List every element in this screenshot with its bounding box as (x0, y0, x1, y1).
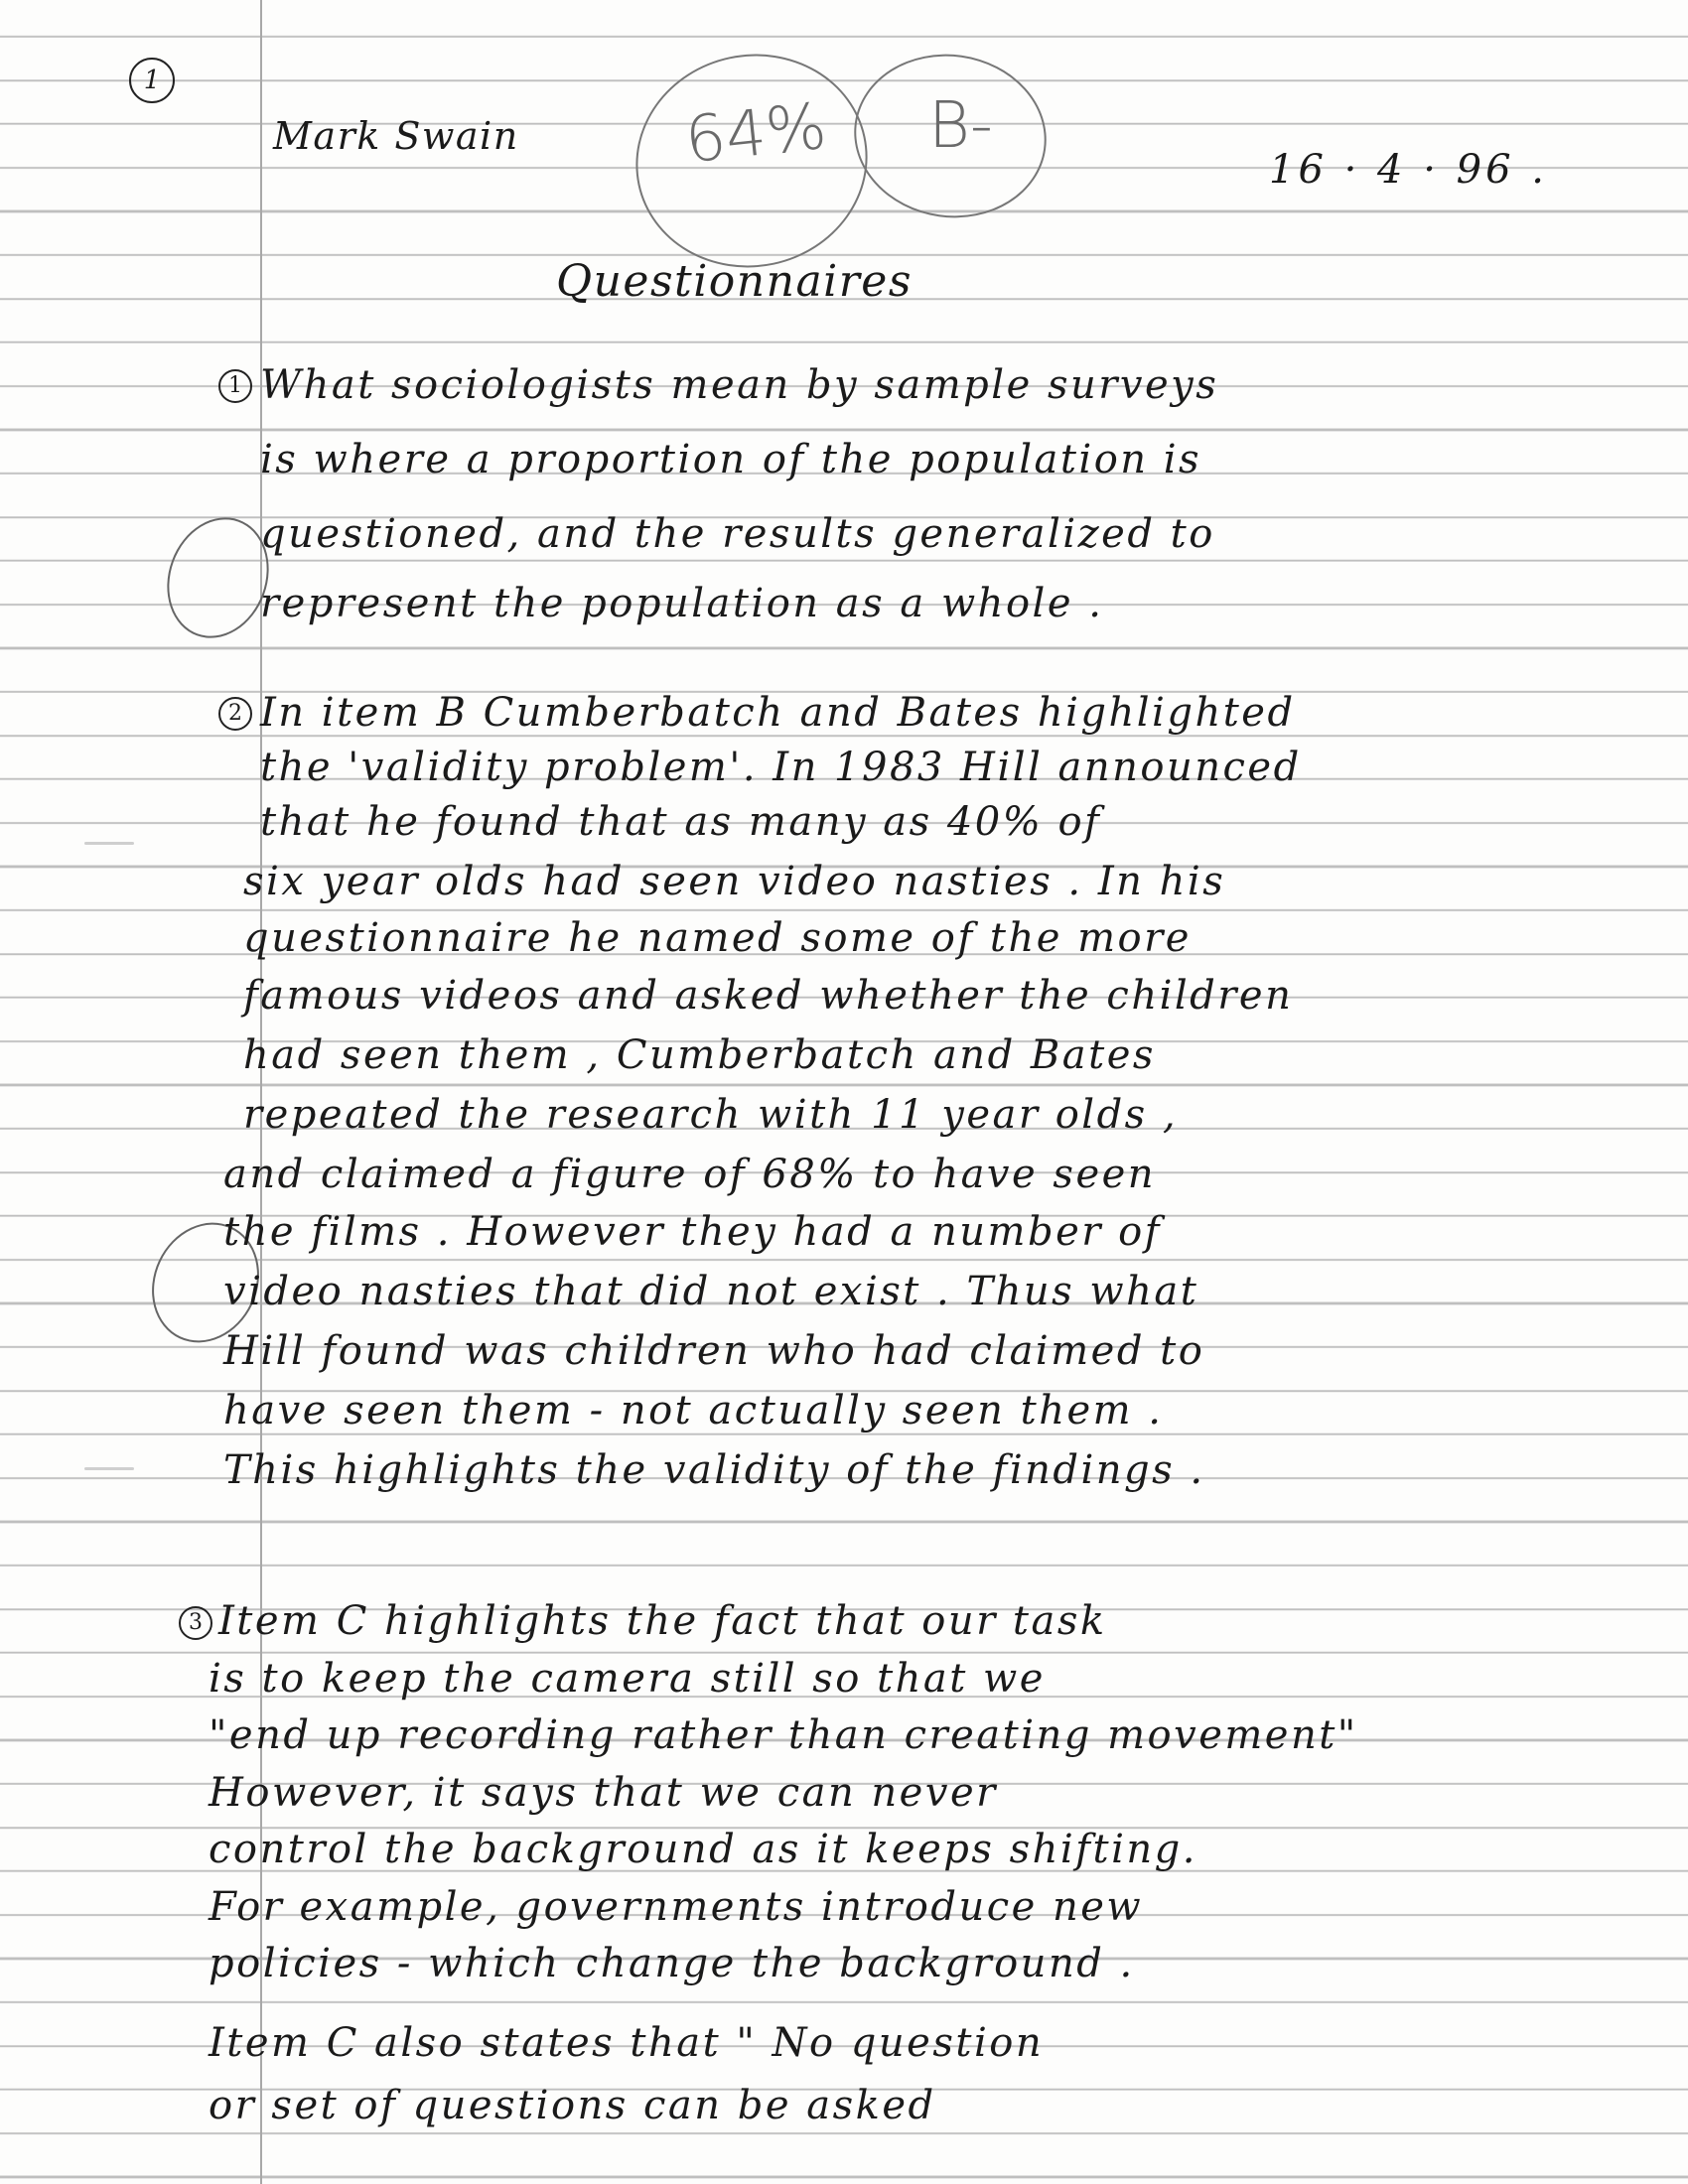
answer-number: 1 (218, 369, 252, 403)
answer-line: In item B Cumberbatch and Bates highlighted (260, 690, 1296, 736)
answer-line: For example, governments introduce new (209, 1884, 1144, 1930)
answer-line: and claimed a figure of 68% to have seen (223, 1152, 1157, 1197)
answer-line: What sociologists mean by sample surveys (260, 362, 1219, 408)
answer-line: represent the population as a whole . (260, 581, 1104, 626)
date: 16 · 4 · 96 . (1269, 147, 1548, 193)
answer-line: six year olds had seen video nasties . In his (243, 859, 1226, 904)
answer-number: 3 (179, 1606, 212, 1640)
answer-number: 2 (218, 697, 252, 731)
answer-line: control the background as it keeps shifting. (209, 1827, 1197, 1872)
answer-line: the 'validity problem'. In 1983 Hill announced (260, 745, 1302, 790)
paper-mark (84, 842, 134, 845)
answer-line: However, it says that we can never (209, 1770, 998, 1816)
answer-line: policies - which change the background . (209, 1941, 1135, 1986)
answer-line: Item C also states that " No question (209, 2020, 1045, 2066)
answer-line: that he found that as many as 40% of (260, 799, 1102, 845)
answer-line: Item C highlights the fact that our task (218, 1598, 1107, 1644)
answer-line: Hill found was children who had claimed to (223, 1328, 1205, 1374)
answer-line: questioned, and the results generalized to (260, 511, 1215, 557)
answer-line: questionnaire he named some of the more (243, 915, 1192, 961)
grade-letter: B- (928, 89, 993, 163)
answer-line: famous videos and asked whether the children (243, 973, 1294, 1019)
answer-line: had seen them , Cumberbatch and Bates (243, 1032, 1156, 1078)
answer-line: This highlights the validity of the findings . (223, 1447, 1205, 1493)
answer-line: is to keep the camera still so that we (209, 1656, 1046, 1702)
answer-line: repeated the research with 11 year olds , (243, 1092, 1179, 1138)
page-number: 1 (129, 58, 175, 103)
answer-line: the films . However they had a number of (223, 1209, 1162, 1255)
answer-line: have seen them - not actually seen them . (223, 1388, 1164, 1433)
answer-line: or set of questions can be asked (209, 2083, 936, 2128)
grade-percent: 64% (681, 89, 830, 179)
author-name: Mark Swain (273, 114, 519, 158)
paper-mark (84, 1467, 134, 1470)
answer-line: "end up recording rather than creating movement" (209, 1712, 1358, 1758)
answer-line: is where a proportion of the population is (260, 437, 1202, 482)
answer-line: video nasties that did not exist . Thus what (223, 1269, 1199, 1314)
page-title: Questionnaires (556, 256, 913, 307)
